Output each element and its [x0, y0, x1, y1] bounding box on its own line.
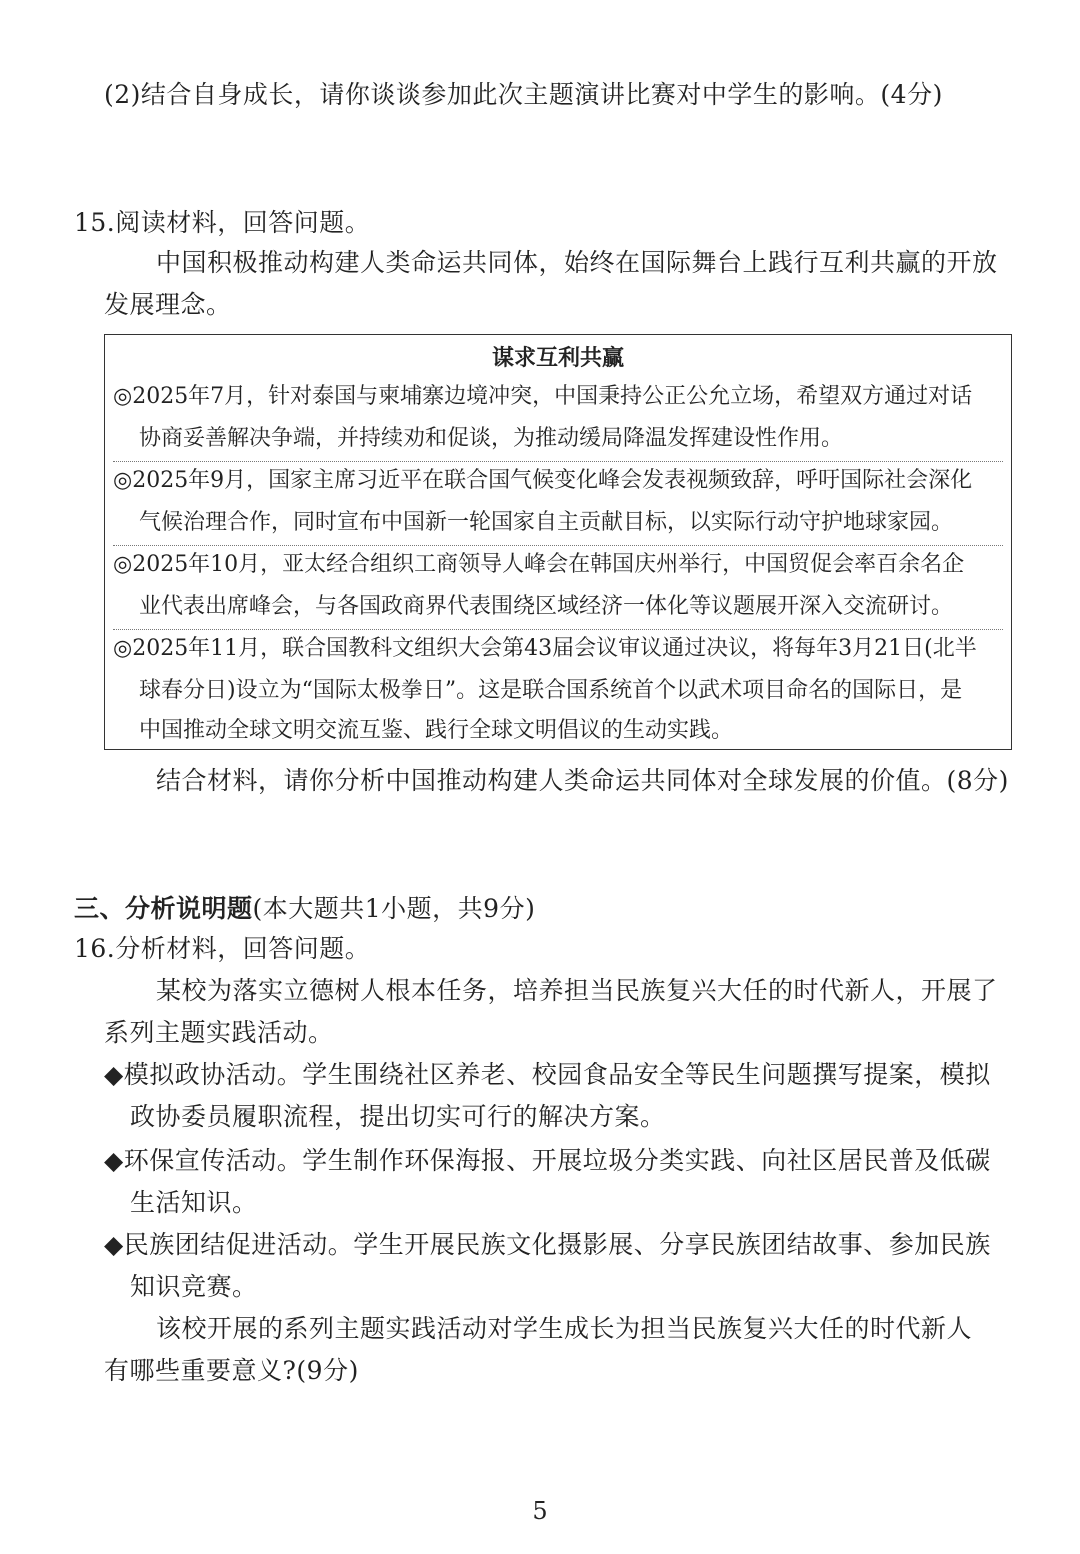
q14-part2: (2)结合自身成长，请你谈谈参加此次主题演讲比赛对中学生的影响。(4分): [104, 80, 943, 109]
q16-intro-line1: 某校为落实立德树人根本任务，培养担当民族复兴大任的时代新人，开展了: [156, 976, 998, 1005]
q16-bullet-1-line2: 政协委员履职流程，提出切实可行的解决方案。: [130, 1102, 666, 1131]
q16-question-line1: 该校开展的系列主题实践活动对学生成长为担当民族复兴大任的时代新人: [156, 1314, 973, 1343]
material-box: [104, 334, 1012, 750]
q16-heading: 16.分析材料，回答问题。: [74, 934, 371, 963]
material-item-1-line1: ◎2025年7月，针对泰国与柬埔寨边境冲突，中国秉持公正公允立场，希望双方通过对话: [113, 384, 973, 409]
material-item-3-line2: 业代表出席峰会，与各国政商界代表围绕区域经济一体化等议题展开深入交流研讨。: [139, 594, 954, 619]
material-item-2-line1: ◎2025年9月，国家主席习近平在联合国气候变化峰会发表视频致辞，呼吁国际社会深化: [113, 468, 973, 493]
section3-title: [74, 894, 535, 924]
q16-question-line2: 有哪些重要意义?(9分): [104, 1356, 359, 1385]
section3-title-bold: 三、分析说明题: [74, 894, 253, 923]
q15-heading: 15.阅读材料，回答问题。: [74, 208, 371, 237]
q15-intro-line2: 发展理念。: [104, 290, 232, 319]
section3-title-rest: (本大题共1小题，共9分): [252, 894, 536, 923]
q16-bullet-3-line2: 知识竞赛。: [130, 1272, 258, 1301]
q16-intro-line2: 系列主题实践活动。: [104, 1018, 334, 1047]
material-item-4-line2: 球春分日)设立为“国际太极拳日”。这是联合国系统首个以武术项目命名的国际日，是: [139, 678, 963, 703]
q15-question: 结合材料，请你分析中国推动构建人类命运共同体对全球发展的价值。(8分): [156, 766, 1009, 795]
material-separator: [113, 461, 1003, 462]
material-item-1-line2: 协商妥善解决争端，并持续劝和促谈，为推动缓局降温发挥建设性作用。: [139, 426, 844, 451]
q16-bullet-2-line1: ◆环保宣传活动。学生制作环保海报、开展垃圾分类实践、向社区居民普及低碳: [104, 1146, 991, 1175]
material-item-4-line1: ◎2025年11月，联合国教科文组织大会第43届会议审议通过决议，将每年3月21日(北半: [113, 636, 977, 661]
material-separator: [113, 545, 1003, 546]
material-item-4-line3: 中国推动全球文明交流互鉴、践行全球文明倡议的生动实践。: [139, 718, 734, 743]
material-box-title: 谋求互利共赢: [491, 346, 624, 371]
q16-bullet-1-line1: ◆模拟政协活动。学生围绕社区养老、校园食品安全等民生问题撰写提案，模拟: [104, 1060, 991, 1089]
material-item-2-line2: 气候治理合作，同时宣布中国新一轮国家自主贡献目标，以实际行动守护地球家园。: [139, 510, 954, 535]
q16-bullet-3-line1: ◆民族团结促进活动。学生开展民族文化摄影展、分享民族团结故事、参加民族: [104, 1230, 991, 1259]
q16-bullet-2-line2: 生活知识。: [130, 1188, 258, 1217]
q15-intro-line1: 中国积极推动构建人类命运共同体，始终在国际舞台上践行互利共赢的开放: [156, 248, 998, 277]
material-separator: [113, 629, 1003, 630]
page-number: 5: [532, 1497, 548, 1525]
material-item-3-line1: ◎2025年10月，亚太经合组织工商领导人峰会在韩国庆州举行，中国贸促会率百余名企: [113, 552, 965, 577]
